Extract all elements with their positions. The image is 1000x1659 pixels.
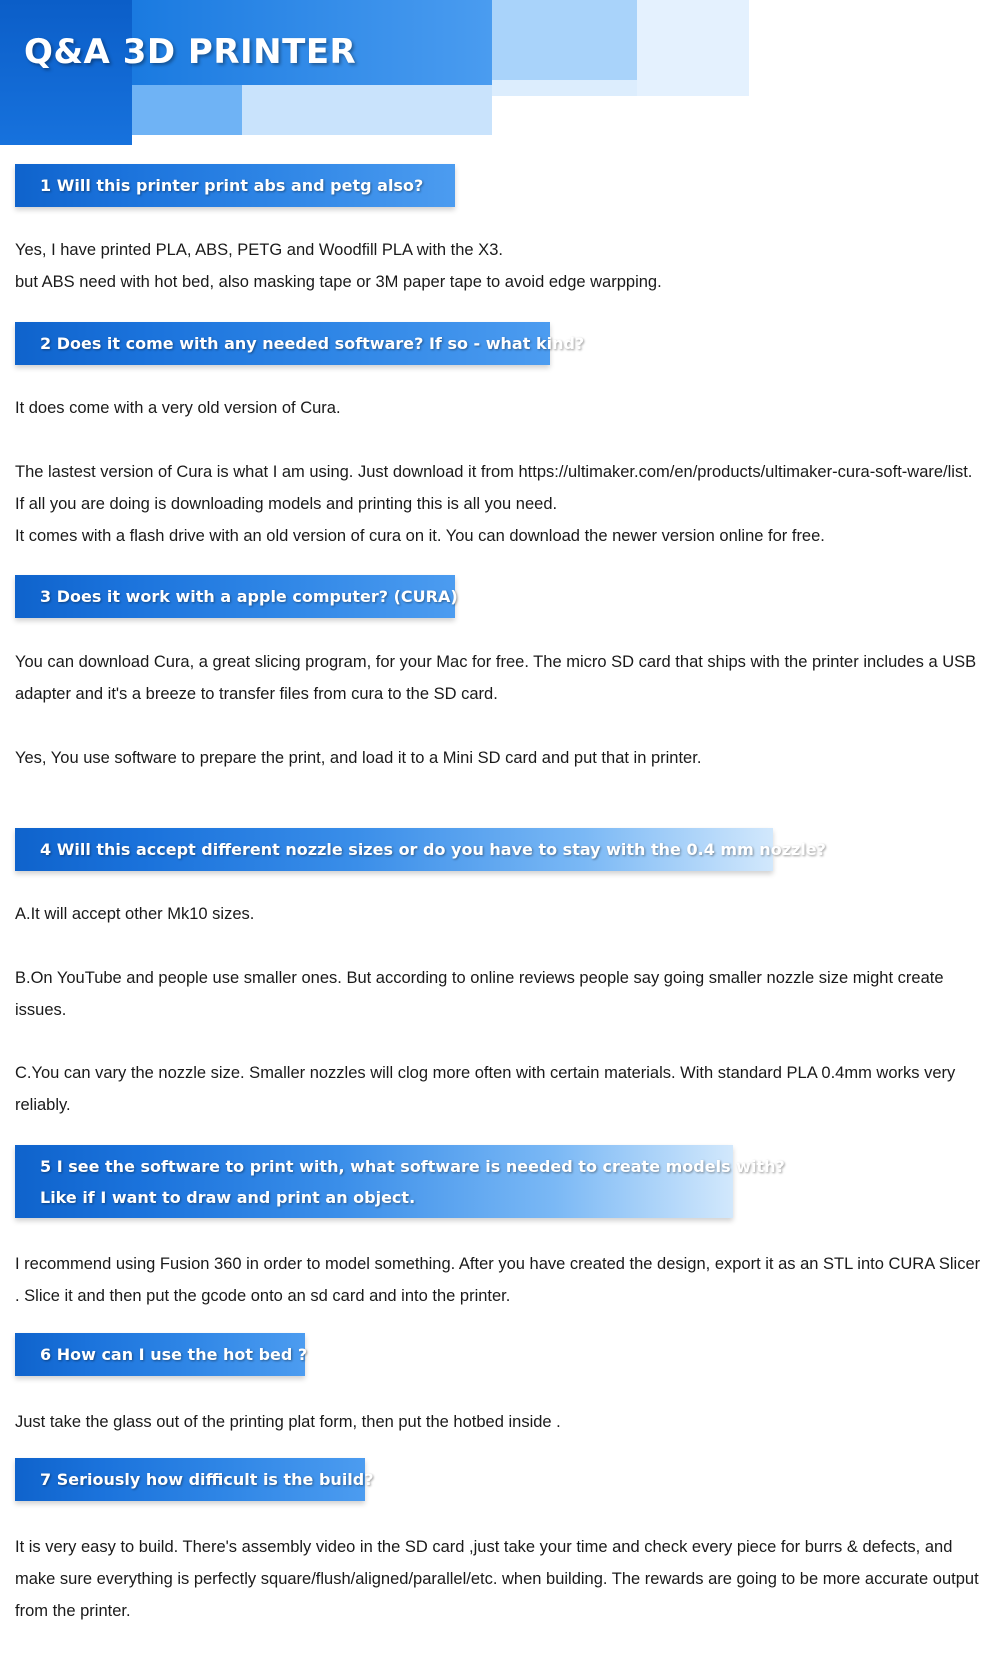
- answer-text: A.It will accept other Mk10 sizes.: [15, 905, 255, 923]
- answer-text: Yes, I have printed PLA, ABS, PETG and Woodfill PLA with the X3.: [15, 241, 503, 259]
- banner-block: [492, 0, 637, 80]
- question-text-line2: Like if I want to draw and print an object.: [40, 1188, 416, 1207]
- banner-block: [0, 0, 132, 145]
- banner-block: [132, 85, 242, 135]
- question-bar: [15, 1333, 308, 1376]
- question-bar: [15, 575, 458, 618]
- question-text: 7 Seriously how difficult is the build?: [40, 1470, 374, 1489]
- banner-block: [637, 0, 749, 96]
- question-text: 4 Will this accept different nozzle sizes or do you have to stay with the 0.4 mm nozzle?: [40, 840, 826, 859]
- answer-text: It is very easy to build. There's assembly video in the SD card ,just take your time and check every piece for burrs & defects, and make sure everything is perfectly square/flush/aligned/parallel/etc. when building. The rewards are going to be more accurate output from the printer.: [15, 1538, 979, 1620]
- answer-text: You can download Cura, a great slicing program, for your Mac for free. The micro SD card that ships with the printer includes a USB adapter and it's a breeze to transfer files from cura to the SD card.: [15, 653, 977, 703]
- answer-text: Yes, You use software to prepare the print, and load it to a Mini SD card and put that in printer.: [15, 749, 702, 767]
- answer-text: Just take the glass out of the printing plat form, then put the hotbed inside .: [15, 1413, 561, 1431]
- answer-text: but ABS need with hot bed, also masking tape or 3M paper tape to avoid edge warpping.: [15, 273, 662, 291]
- page-title: Q&A 3D PRINTER: [24, 32, 357, 72]
- question-bar: [15, 322, 585, 365]
- answer-text: It does come with a very old version of Cura.: [15, 399, 341, 417]
- question-text: 2 Does it come with any needed software? If so - what kind?: [40, 334, 585, 353]
- question-bar: [15, 164, 455, 207]
- question-text: 3 Does it work with a apple computer? (CURA): [40, 587, 458, 606]
- answer-text: The lastest version of Cura is what I am using. Just download it from https://ultimaker.com/en/products/ultimaker-cura-soft-ware/list. If all you are doing is downloading models and printing this is all you need.: [15, 463, 973, 513]
- question-text: 6 How can I use the hot bed ?: [40, 1345, 308, 1364]
- header-banner: [0, 0, 760, 145]
- banner-block: [242, 85, 492, 135]
- question-text: 1 Will this printer print abs and petg also?: [40, 176, 424, 195]
- question-bar: [15, 1145, 785, 1218]
- answer-text: I recommend using Fusion 360 in order to model something. After you have created the design, export it as an STL into CURA Slicer . Slice it and then put the gcode onto an sd card and into the printer.: [15, 1255, 981, 1305]
- question-text: 5 I see the software to print with, what software is needed to create models with?: [40, 1157, 785, 1176]
- banner-block: [492, 80, 637, 96]
- answer-text: C.You can vary the nozzle size. Smaller nozzles will clog more often with certain materials. With standard PLA 0.4mm works very reliably.: [15, 1064, 956, 1114]
- question-bar: [15, 828, 826, 871]
- question-bar: [15, 1458, 374, 1501]
- answer-text: B.On YouTube and people use smaller ones. But according to online reviews people say going smaller nozzle size might create issues.: [15, 969, 944, 1019]
- answer-text: It comes with a flash drive with an old version of cura on it. You can download the newer version online for free.: [15, 527, 825, 545]
